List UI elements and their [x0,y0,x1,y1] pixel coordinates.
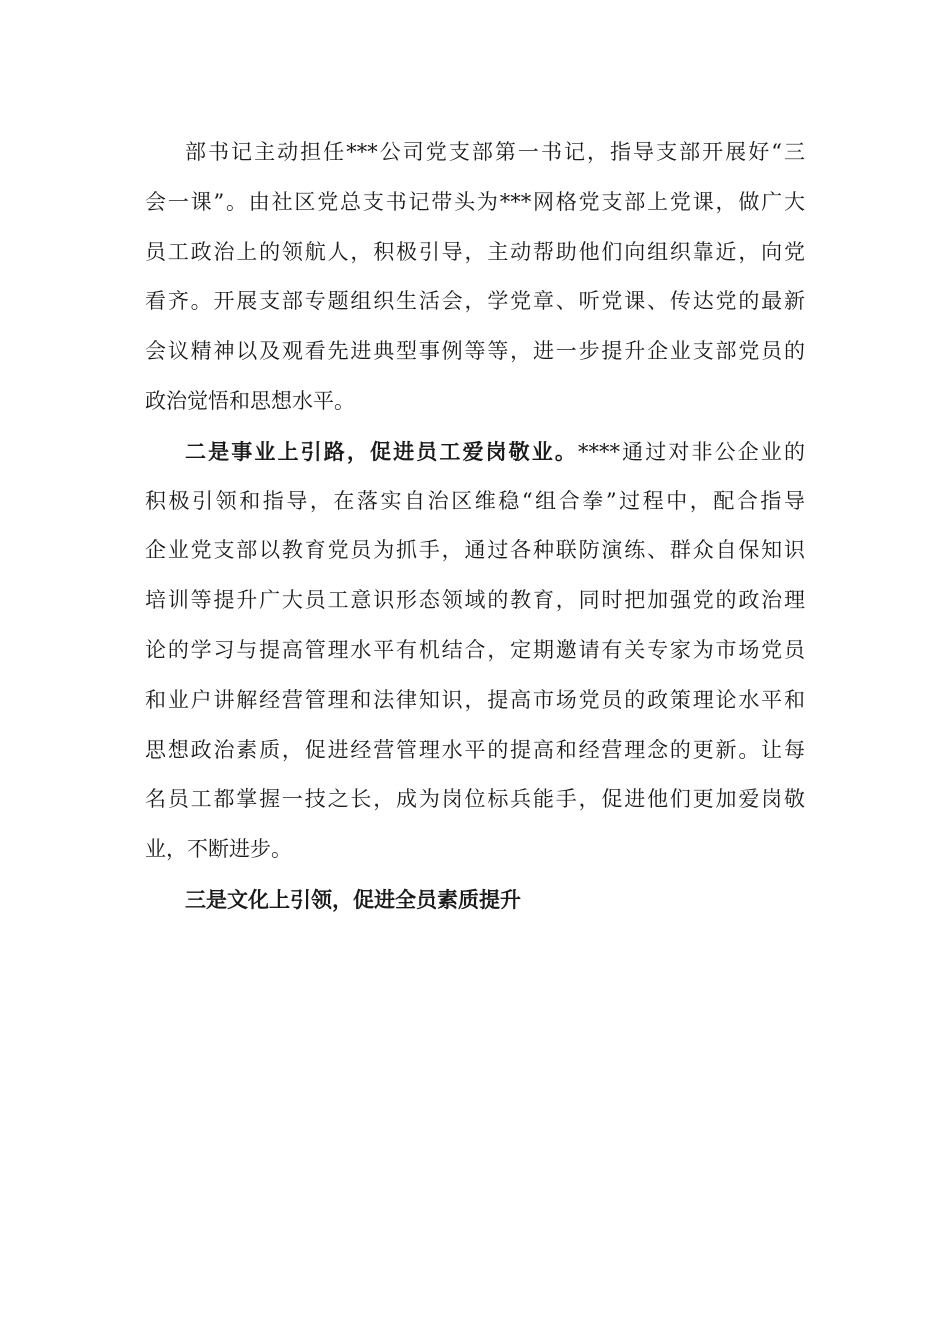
paragraph-line: 和业户讲解经营管理和法律知识，提高市场党员的政策理论水平和 [145,687,805,712]
section-heading: 二是事业上引路，促进员工爱岗敬业。 [185,438,579,464]
document-body [145,128,805,925]
paragraph-line: 看齐。开展支部专题组织生活会，学党章、听党课、传达党的最新 [145,289,805,314]
paragraph-line: 部书记主动担任***公司党支部第一书记，指导支部开展好“三 [185,140,805,164]
paragraph-3 [145,875,805,925]
paragraph-line: 会议精神以及观看先进典型事例等等，进一步提升企业支部党员的 [145,339,805,364]
paragraph-line: 积极引领和指导，在落实自治区维稳“组合拳”过程中，配合指导 [145,488,805,513]
paragraph-line: 思想政治素质，促进经营管理水平的提高和经营理念的更新。让每 [145,737,805,762]
paragraph-line [145,875,805,925]
paragraph-2 [145,427,805,875]
paragraph-line: 名员工都掌握一技之长，成为岗位标兵能手，促进他们更加爱岗敬 [145,787,805,812]
paragraph-line: 企业党支部以教育党员为抓手，通过各种联防演练、群众自保知识 [145,538,805,563]
paragraph-line: 会一课”。由社区党总支书记带头为***网格党支部上党课，做广大 [145,189,805,214]
paragraph-line-rest: ****通过对非公企业的 [578,439,806,464]
paragraph-line: 业，不断进步。 [145,837,292,862]
paragraph-line [145,427,805,477]
paragraph-1 [145,128,805,427]
paragraph-line: 政治觉悟和思想水平。 [145,388,355,413]
paragraph-line: 员工政治上的领航人，积极引导，主动帮助他们向组织靠近，向党 [145,239,805,264]
section-heading: 三是文化上引领，促进全员素质提升 [185,886,521,912]
paragraph-line: 培训等提升广大员工意识形态领域的教育，同时把加强党的政治理 [145,588,805,613]
paragraph-line: 论的学习与提高管理水平有机结合，定期邀请有关专家为市场党员 [145,637,805,662]
